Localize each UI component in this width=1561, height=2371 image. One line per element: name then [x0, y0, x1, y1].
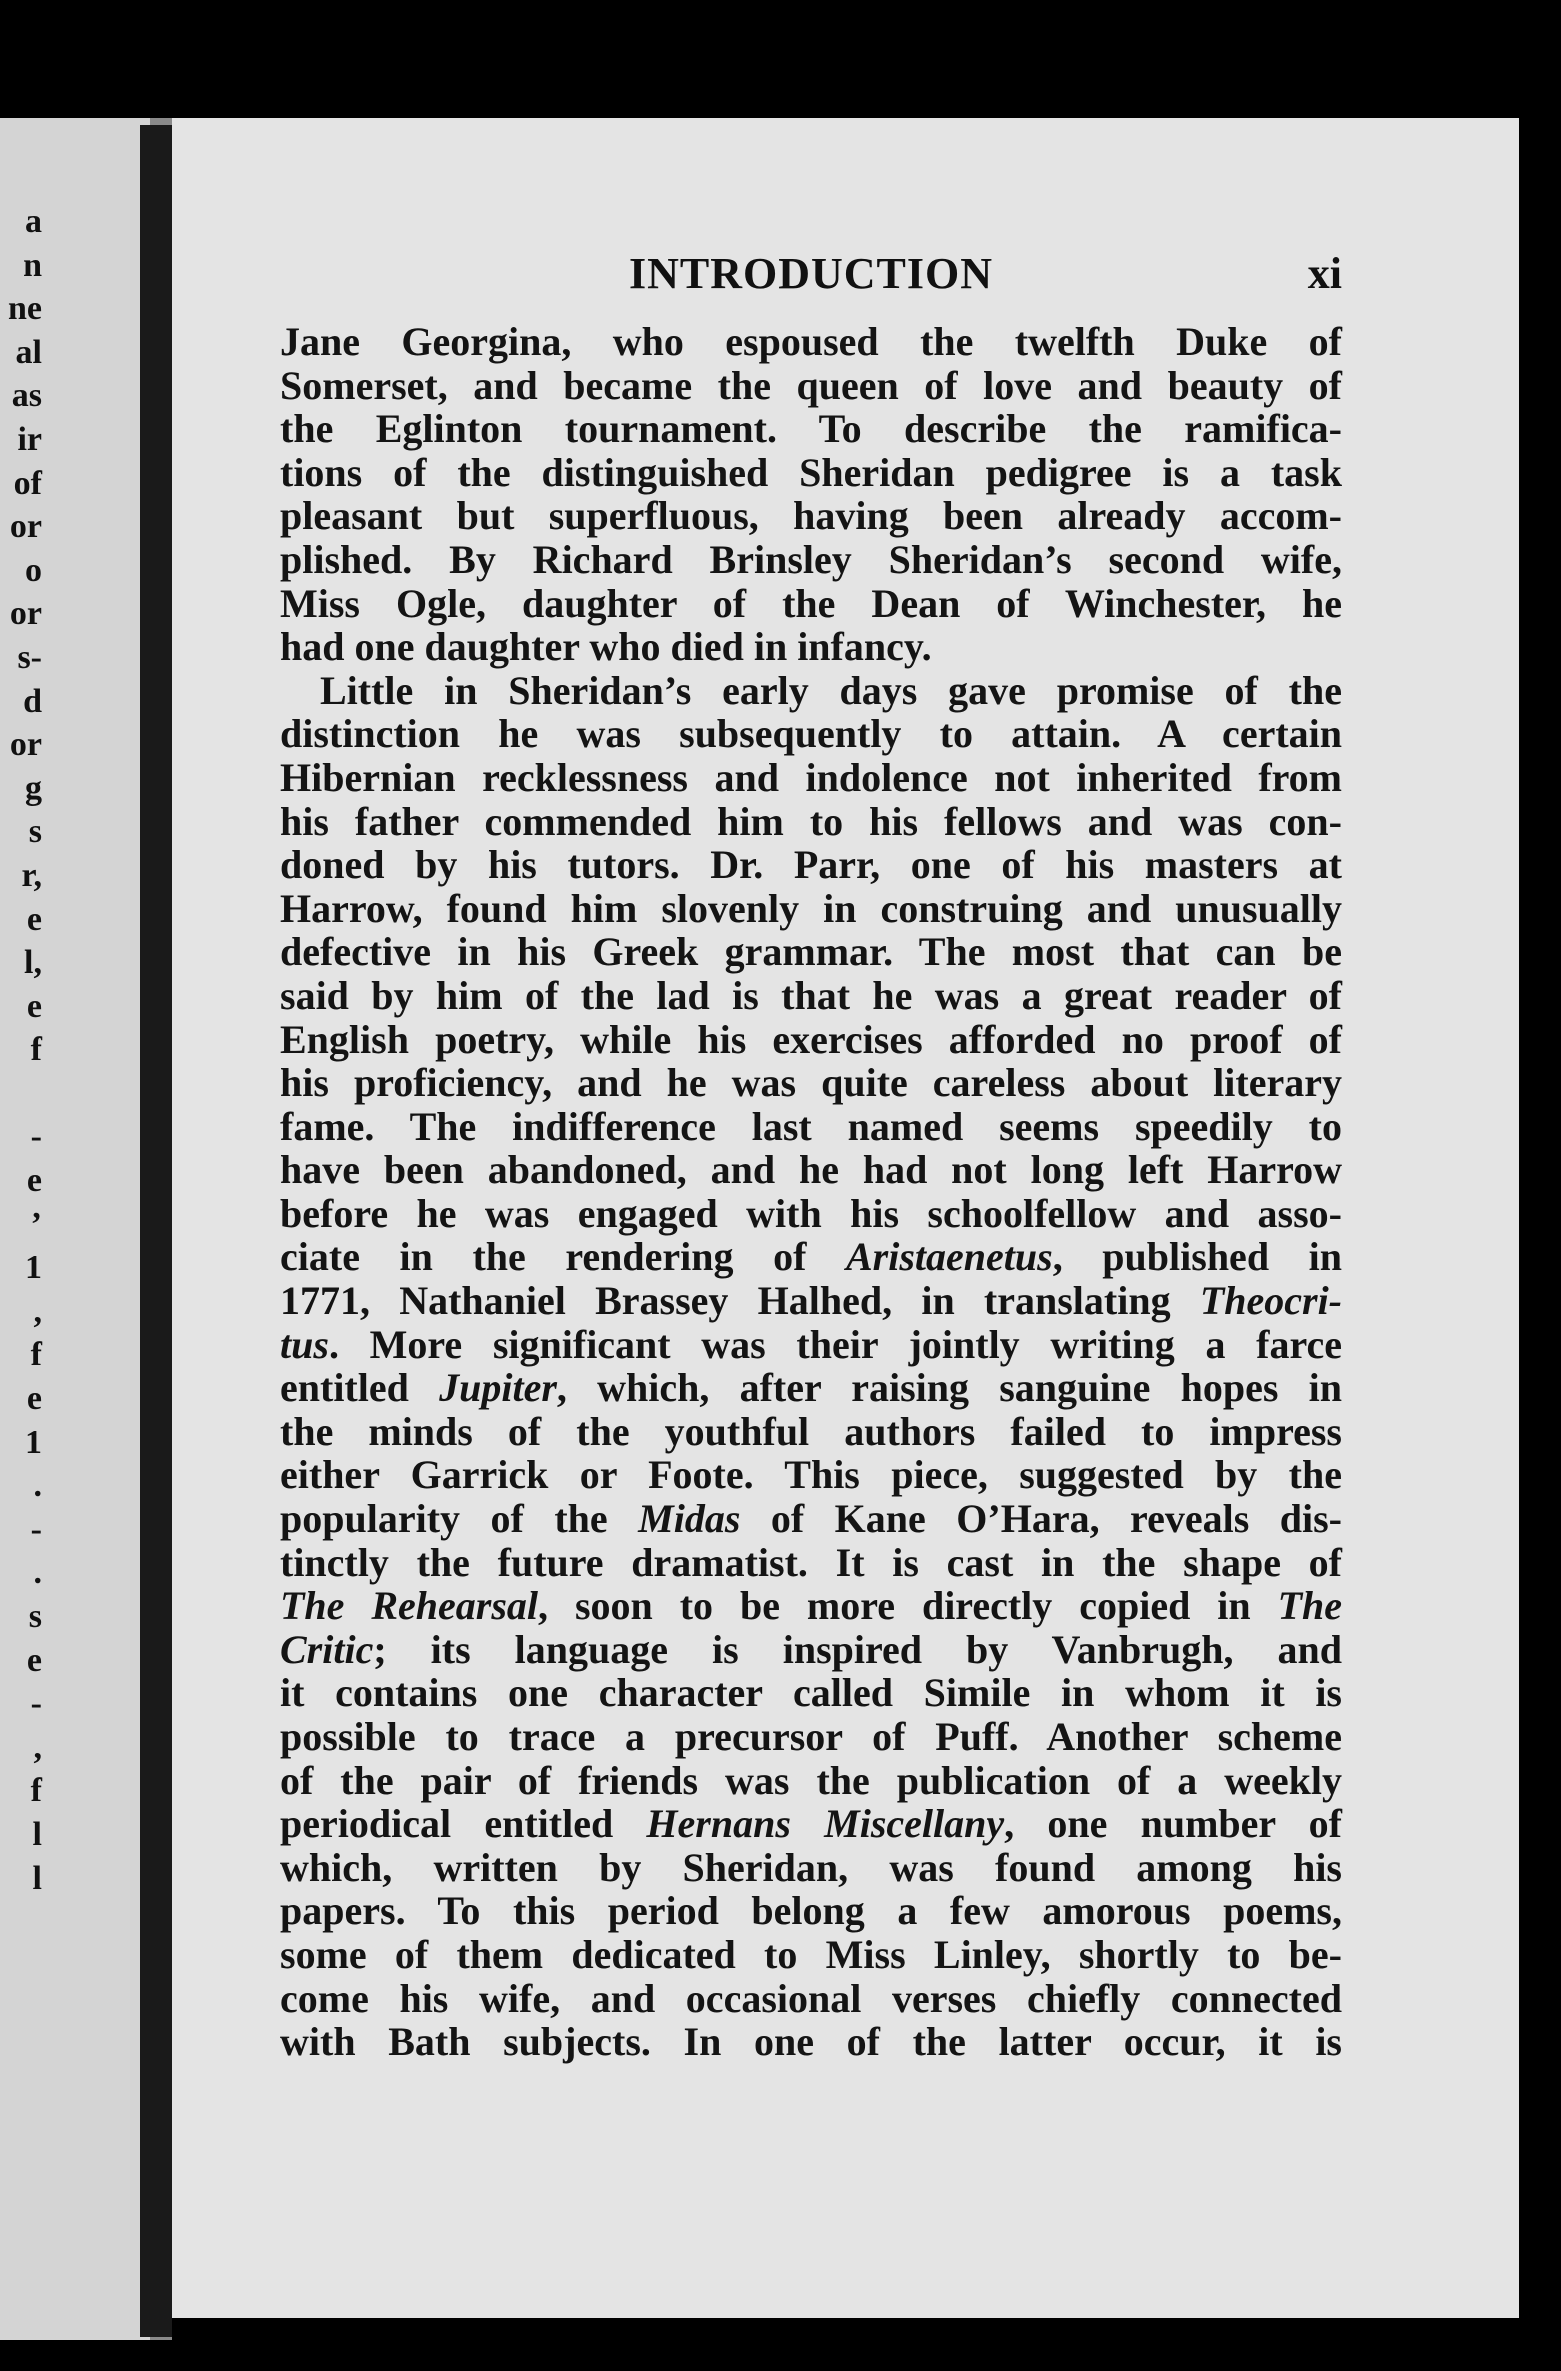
- text-line: had one daughter who died in infancy.: [280, 624, 932, 670]
- text-line: [280, 1323, 1342, 1367]
- text-line: have been abandoned, and he had not long left Harrow: [280, 1147, 1342, 1193]
- text-line: Somerset, and became the queen of love and beauty of: [280, 362, 1342, 408]
- left-edge-fragment: d: [23, 682, 42, 720]
- left-edge-fragment: o: [25, 551, 42, 589]
- left-edge-fragment: as: [11, 377, 42, 415]
- italic-title: Hernans Miscellany: [646, 1801, 1005, 1847]
- left-edge-fragment: s-: [17, 638, 42, 676]
- text-line: distinction he was subsequently to attain. A certain: [280, 711, 1342, 757]
- left-edge-fragment: e: [26, 900, 42, 938]
- italic-title: Theocri-: [1199, 1278, 1342, 1324]
- text-segment: . More significant was their jointly writing a farce: [328, 1321, 1342, 1367]
- left-edge-fragment: or: [9, 595, 42, 633]
- text-line: his father commended him to his fellows and was con-: [280, 798, 1342, 844]
- text-line: Miss Ogle, daughter of the Dean of Winchester, he: [280, 580, 1342, 626]
- italic-title: The: [1277, 1583, 1342, 1629]
- left-edge-fragment: l,: [24, 944, 42, 982]
- left-edge-fragment: or: [9, 508, 42, 546]
- text-segment: , one number of: [1004, 1801, 1342, 1847]
- left-edge-fragment: n: [23, 246, 42, 284]
- book-page: [172, 118, 1519, 2318]
- text-line: his proficiency, and he was quite careless about literary: [280, 1060, 1342, 1106]
- text-line: [280, 1584, 1342, 1628]
- text-line: some of them dedicated to Miss Linley, shortly to be-: [280, 1931, 1342, 1977]
- italic-title: tus: [280, 1321, 329, 1367]
- italic-title: Critic: [280, 1626, 374, 1672]
- text-segment: 1771, Nathaniel Brassey Halhed, in translating: [280, 1278, 1200, 1324]
- binding-shadow: [140, 125, 172, 2337]
- left-edge-fragment: l: [32, 1859, 42, 1897]
- text-line: Hibernian recklessness and indolence not inherited from: [280, 754, 1342, 800]
- text-line: plished. By Richard Brinsley Sheridan’s second wife,: [280, 536, 1342, 582]
- italic-title: Jupiter: [439, 1365, 557, 1411]
- text-segment: of Kane O’Hara, reveals dis-: [740, 1496, 1343, 1542]
- running-head: [280, 248, 1342, 308]
- text-line: Harrow, found him slovenly in construing and unusually: [280, 885, 1342, 931]
- text-segment: , published in: [1052, 1234, 1342, 1280]
- left-edge-fragment: e: [26, 1162, 42, 1200]
- left-edge-fragment: l: [32, 1815, 42, 1853]
- text-line: either Garrick or Foote. This piece, suggested by the: [280, 1452, 1342, 1498]
- text-line: papers. To this period belong a few amorous poems,: [280, 1888, 1342, 1934]
- left-edge-fragment: ne: [8, 290, 42, 328]
- left-edge-fragment: 1: [25, 1249, 42, 1287]
- text-line: pleasant but superfluous, having been already accom-: [280, 493, 1342, 539]
- text-line: tinctly the future dramatist. It is cast in the shape of: [280, 1539, 1342, 1585]
- text-line: which, written by Sheridan, was found among his: [280, 1844, 1342, 1890]
- left-edge-fragment: g: [25, 769, 42, 807]
- left-edge-fragment: -: [30, 1118, 42, 1156]
- running-title: INTRODUCTION: [628, 249, 994, 298]
- text-line: it contains one character called Simile in whom it is: [280, 1670, 1342, 1716]
- text-line: the Eglinton tournament. To describe the ramifica-: [280, 406, 1342, 452]
- left-edge-fragment: .: [33, 1467, 42, 1505]
- left-edge-fragment: s: [28, 813, 42, 851]
- text-line: [280, 1235, 1342, 1279]
- left-edge-fragment: ,: [33, 1292, 42, 1330]
- text-line: the minds of the youthful authors failed to impress: [280, 1408, 1342, 1454]
- page-number: xi: [1307, 249, 1342, 298]
- left-edge-fragment: f: [30, 1336, 42, 1374]
- text-line: come his wife, and occasional verses chiefly connected: [280, 1975, 1342, 2021]
- left-edge-fragment: -: [30, 1510, 42, 1548]
- text-line: possible to trace a precursor of Puff. Another scheme: [280, 1714, 1342, 1759]
- left-edge-fragment: al: [15, 333, 42, 371]
- text-line: of the pair of friends was the publication of a weekly: [280, 1757, 1342, 1803]
- text-line: [280, 1802, 1342, 1846]
- text-segment: entitled: [280, 1365, 440, 1411]
- text-line: defective in his Greek grammar. The most that can be: [280, 929, 1342, 975]
- left-edge-fragment: [0, 1072, 42, 1116]
- text-line: fame. The indifference last named seems speedily to: [280, 1103, 1342, 1149]
- text-line: tions of the distinguished Sheridan pedigree is a task: [280, 449, 1342, 495]
- left-edge-fragment: e: [26, 1380, 42, 1418]
- left-edge-fragment: r,: [21, 856, 42, 894]
- text-segment: , soon to be more directly copied in: [538, 1583, 1278, 1629]
- left-edge-fragment: ’: [30, 1205, 42, 1243]
- italic-title: Midas: [638, 1496, 741, 1542]
- left-edge-fragment: f: [30, 1031, 42, 1069]
- left-edge-fragment: f: [30, 1772, 42, 1810]
- text-line: [280, 1497, 1342, 1541]
- text-line: English poetry, while his exercises afforded no proof of: [280, 1016, 1342, 1062]
- left-edge-fragment: 1: [25, 1423, 42, 1461]
- left-edge-fragment: of: [13, 464, 42, 502]
- left-edge-fragment: a: [25, 203, 42, 240]
- italic-title: Aristaenetus: [845, 1234, 1053, 1280]
- left-edge-fragment: e: [26, 1641, 42, 1679]
- text-line: [280, 1366, 1342, 1410]
- left-page-cut-text: [0, 200, 42, 1900]
- left-edge-fragment: -: [30, 1685, 42, 1723]
- italic-title: The Rehearsal: [280, 1583, 539, 1629]
- text-segment: periodical entitled: [280, 1801, 647, 1847]
- text-line: before he was engaged with his schoolfellow and asso-: [280, 1190, 1342, 1236]
- left-edge-fragment: s: [28, 1598, 42, 1635]
- text-segment: ciate in the rendering of: [280, 1234, 846, 1280]
- text-segment: ; its language is inspired by Vanbrugh, and: [373, 1626, 1342, 1672]
- text-line: with Bath subjects. In one of the latter occur, it is: [280, 2019, 1342, 2065]
- left-edge-fragment: or: [9, 726, 42, 764]
- text-line: doned by his tutors. Dr. Parr, one of his masters at: [280, 842, 1342, 888]
- text-line: [280, 1628, 1342, 1672]
- body-text: [280, 320, 1342, 2064]
- left-edge-fragment: .: [33, 1554, 42, 1592]
- left-edge-fragment: e: [26, 987, 42, 1025]
- left-edge-fragment: ,: [33, 1728, 42, 1766]
- text-line: Little in Sheridan’s early days gave promise of the: [320, 667, 1342, 713]
- text-line: Jane Georgina, who espoused the twelfth Duke of: [280, 319, 1342, 364]
- text-segment: popularity of the: [280, 1496, 639, 1542]
- text-line: [280, 1279, 1342, 1323]
- left-edge-fragment: ir: [17, 420, 42, 458]
- text-line: said by him of the lad is that he was a great reader of: [280, 972, 1342, 1018]
- text-segment: , which, after raising sanguine hopes in: [556, 1365, 1342, 1411]
